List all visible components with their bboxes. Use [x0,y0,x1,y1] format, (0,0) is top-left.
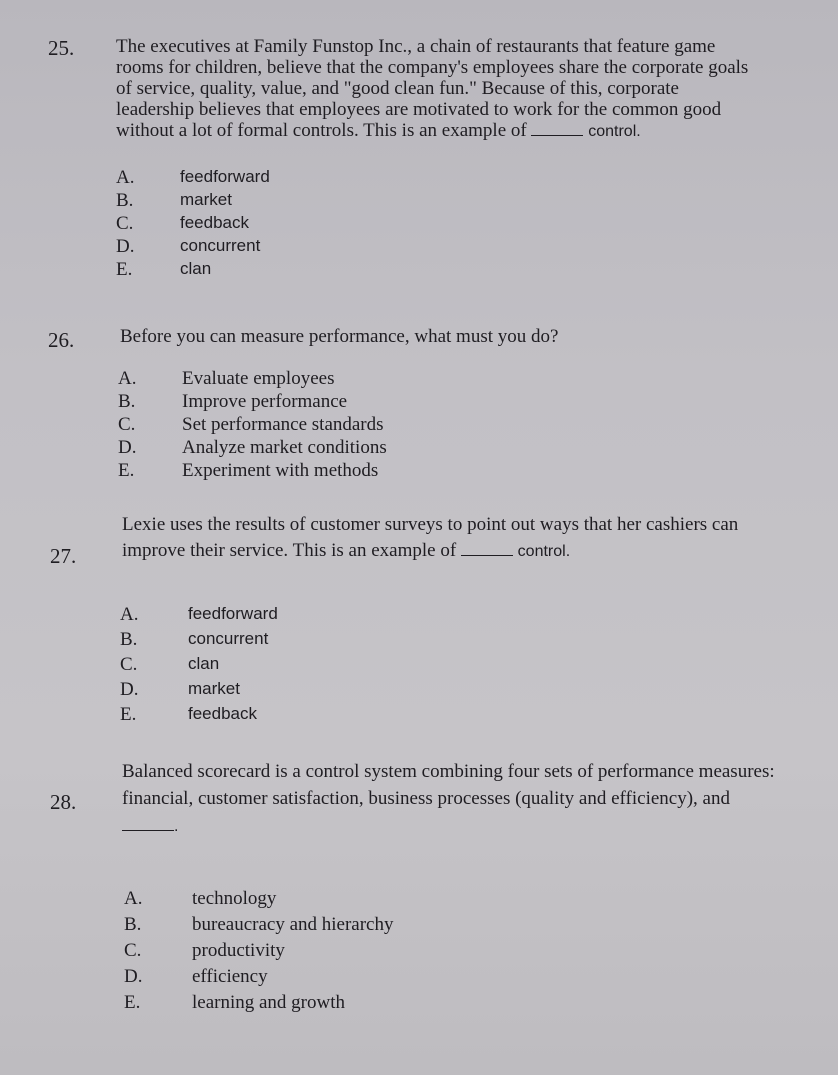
question-text [122,512,802,565]
question-stem-end: control. [517,543,571,560]
option-text: bureaucracy and hierarchy [192,914,394,935]
option-letter: A. [116,167,135,188]
answer-blank [461,541,513,556]
option-letter: C. [120,654,138,675]
option-text: concurrent [188,629,269,648]
option-text: Experiment with methods [182,460,379,481]
option-letter: D. [116,236,135,257]
option-letter: E. [118,460,135,481]
option-text: learning and growth [192,992,346,1013]
option-text: market [180,190,232,209]
option-letter: E. [116,259,133,280]
option-letter: E. [120,704,137,725]
question-number: 25. [48,36,75,60]
question-text [116,36,756,142]
option-text: feedback [180,213,249,232]
option-letter: C. [118,414,136,435]
question-stem: The executives at Family Funstop Inc., a chain of restaurants that feature game rooms for children, believe that the company's employees share the corporate goals of service, quality, value, and "good clean fun." Because of this, corporate leadership believes that employees are motivated to work for the common good without a lot of formal controls. This is an example of [116,36,749,141]
option-text: Set performance standards [182,414,384,435]
answer-blank [531,121,583,136]
question-stem-end: . [174,818,179,835]
option-text: efficiency [192,966,268,987]
question-stem: Lexie uses the results of customer surveys to point out ways that her cashiers can improve their service. This is an example of [122,514,739,561]
question-stem-end: control. [588,123,641,140]
option-letter: D. [120,679,139,700]
option-text: Analyze market conditions [182,437,387,458]
option-letter: A. [124,888,143,909]
question-number: 27. [50,544,77,568]
question-number: 26. [48,328,75,352]
option-text: clan [188,654,220,673]
option-letter: B. [116,190,134,211]
option-letter: B. [124,914,142,935]
question-stem: Before you can measure performance, what must you do? [120,326,559,347]
option-text: concurrent [180,236,261,255]
option-letter: C. [124,940,142,961]
option-text: feedforward [188,604,278,623]
option-text: Improve performance [182,391,348,412]
option-letter: A. [120,604,139,625]
option-letter: B. [118,391,136,412]
option-letter: B. [120,629,138,650]
question-text [122,758,782,840]
option-letter: E. [124,992,141,1013]
option-letter: D. [124,966,143,987]
question-stem: Balanced scorecard is a control system combining four sets of performance measures: financial, customer satisfaction, business processes (quality and efficiency), and [122,761,775,809]
option-letter: A. [118,368,137,389]
option-text: feedback [188,704,257,723]
option-letter: C. [116,213,134,234]
option-text: market [188,679,240,698]
option-text: technology [192,888,277,909]
option-text: productivity [192,940,285,961]
question-number: 28. [50,790,77,814]
option-letter: D. [118,437,137,458]
option-text: feedforward [180,167,270,186]
option-text: Evaluate employees [182,368,335,389]
question-text [120,326,760,347]
answer-blank [122,816,174,831]
option-text: clan [180,259,212,278]
